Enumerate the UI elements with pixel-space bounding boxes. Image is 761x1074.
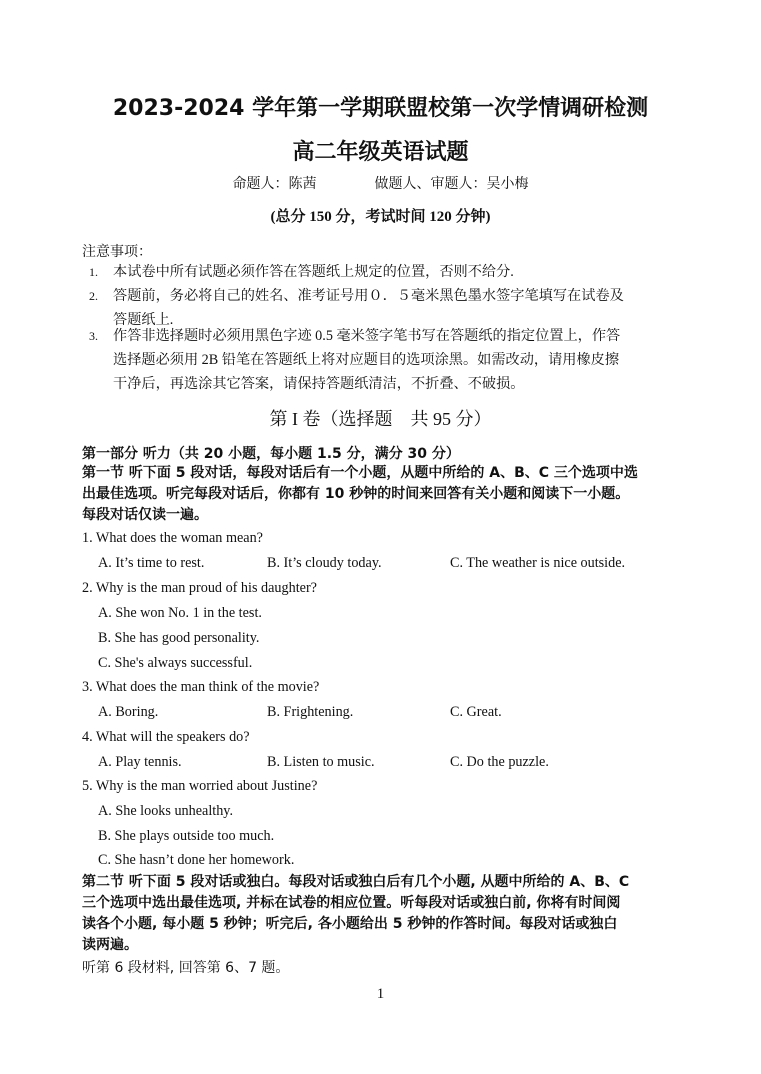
section1-line: 出最佳选项。听完每段对话后，你都有 10 秒钟的时间来回答有关小题和阅读下一小题。	[82, 486, 630, 502]
notice-text: 干净后，再选涂其它答案，请保持答题纸清洁，不折叠、不破损。	[113, 376, 525, 392]
option-a[interactable]: A. It’s time to rest.	[98, 555, 205, 571]
section2-line: 读两遍。	[82, 937, 138, 953]
notice-text: 选择题必须用 2B 铅笔在答题纸上将对应题目的选项涂黑。如需改动，请用橡皮擦	[113, 352, 620, 368]
option-c[interactable]: C. She hasn’t done her homework.	[98, 852, 295, 868]
notice-item	[89, 260, 683, 284]
option-c[interactable]: C. The weather is nice outside.	[450, 555, 626, 571]
section1-line: 第一节 听下面 5 段对话，每段对话后有一个小题，从题中所给的 A、B、C 三个选项中选	[82, 465, 638, 481]
option-a[interactable]: A. She won No. 1 in the test.	[98, 605, 262, 621]
option-c[interactable]: C. Great.	[450, 704, 502, 720]
option-b[interactable]: B. She plays outside too much.	[98, 828, 275, 844]
section1-instructions	[82, 463, 682, 526]
option-b[interactable]: B. Listen to music.	[267, 754, 375, 770]
notice-heading: 注意事项：	[82, 244, 152, 260]
section2-line: 第二节 听下面 5 段对话或独白。每段对话或独白后有几个小题, 从题中所给的 A、B、C	[82, 874, 630, 890]
exam-subtitle: 高二年级英语试题	[292, 140, 469, 165]
authors-line	[0, 173, 761, 193]
section2-line: 三个选项中选出最佳选项, 并标在试卷的相应位置。听每段对话或独白前, 你将有时间阅	[82, 895, 621, 911]
option-a[interactable]: A. Boring.	[98, 704, 159, 720]
question-3: 3. What does the man think of the movie?	[82, 679, 320, 695]
proposer: 命题人：陈茜	[232, 177, 317, 192]
notice-text: 答题前，务必将自己的姓名、准考证号用０．５毫米黑色墨水签字笔填写在试卷及	[113, 288, 624, 304]
question-2: 2. Why is the man proud of his daughter?	[82, 580, 317, 596]
notice-text: 本试卷中所有试题必须作答在答题纸上规定的位置，否则不给分.	[113, 264, 514, 280]
material-instruction: 听第 6 段材料, 回答第 6、7 题。	[82, 960, 290, 976]
question-4: 4. What will the speakers do?	[82, 729, 250, 745]
part1-title: 第一部分 听力（共 20 小题，每小题 1.5 分，满分 30 分）	[82, 446, 460, 462]
option-b[interactable]: B. It’s cloudy today.	[267, 555, 382, 571]
option-b[interactable]: B. She has good personality.	[98, 630, 260, 646]
section2-instructions	[82, 872, 682, 956]
exam-title: 2023-2024 学年第一学期联盟校第一次学情调研检测	[112, 96, 649, 121]
notice-text: 答题纸上.	[113, 312, 174, 328]
option-c[interactable]: C. She's always successful.	[98, 655, 253, 671]
option-a[interactable]: A. She looks unhealthy.	[98, 803, 234, 819]
volume-title: 第 I 卷（选择题 共 95 分）	[269, 409, 492, 429]
notice-number: 3.	[89, 329, 98, 343]
section2-line: 读各个小题, 每小题 5 秒钟；听完后, 各小题给出 5 秒钟的作答时间。每段对话或独白	[82, 916, 618, 932]
reviewers: 做题人、审题人：吴小梅	[374, 177, 529, 192]
option-c[interactable]: C. Do the puzzle.	[450, 754, 549, 770]
question-1: 1. What does the woman mean?	[82, 530, 263, 546]
notice-number: 1.	[89, 265, 98, 279]
notice-number: 2.	[89, 289, 98, 303]
option-a[interactable]: A. Play tennis.	[98, 754, 182, 770]
score-time: (总分 150 分，考试时间 120 分钟)	[270, 209, 491, 225]
option-b[interactable]: B. Frightening.	[267, 704, 354, 720]
section1-line: 每段对话仅读一遍。	[82, 507, 208, 523]
notice-text: 作答非选择题时必须用黑色字迹 0.5 毫米签字笔书写在答题纸的指定位置上，作答	[113, 328, 621, 344]
page-number: 1	[376, 986, 385, 1002]
notice-item	[89, 324, 683, 396]
question-5: 5. Why is the man worried about Justine?	[82, 778, 318, 794]
